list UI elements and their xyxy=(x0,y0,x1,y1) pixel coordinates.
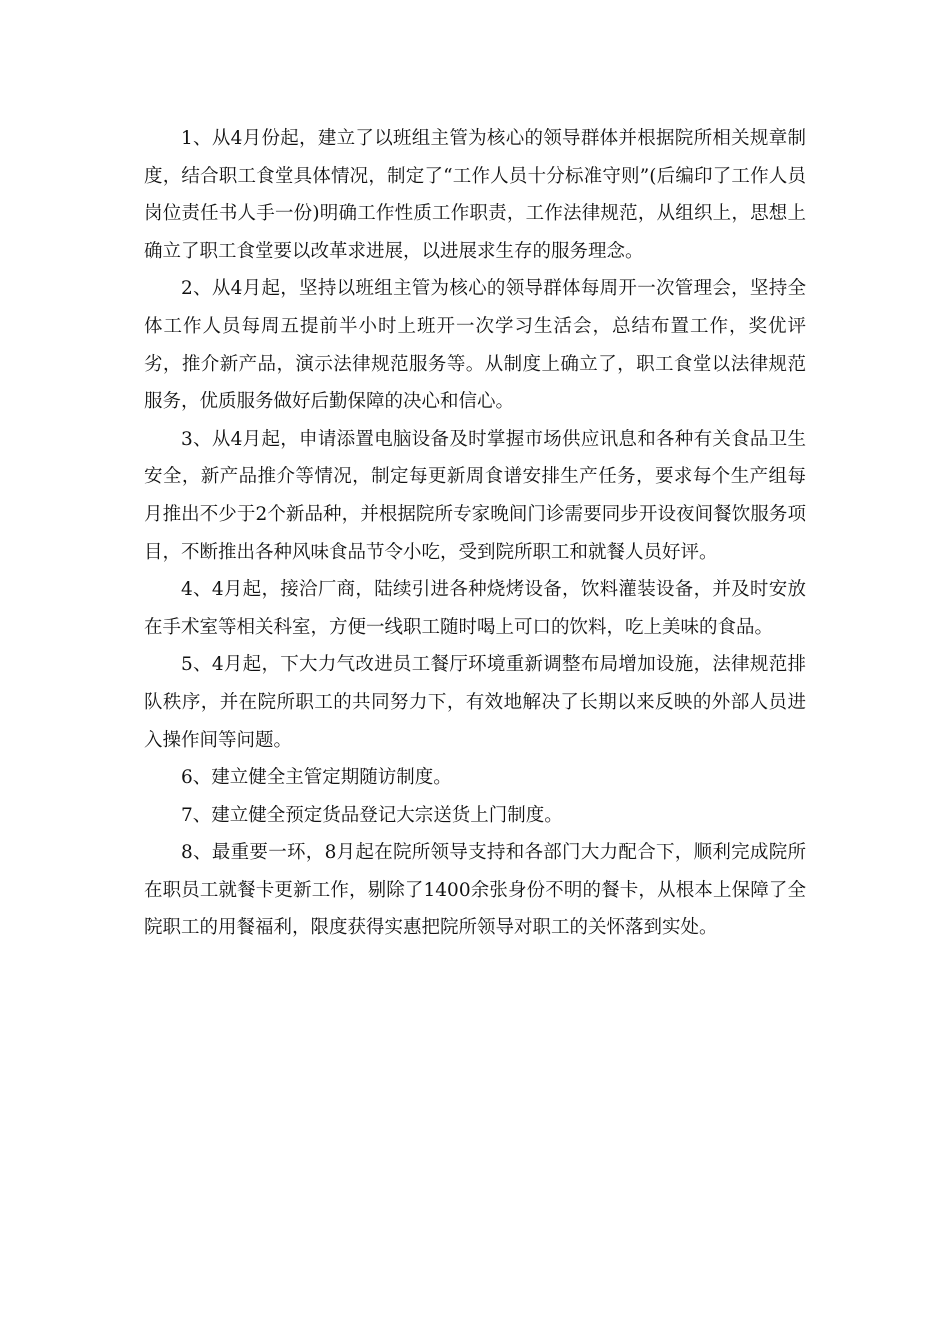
paragraph-8: 8、最重要一环，8月起在院所领导支持和各部门大力配合下，顺利完成院所在职员工就餐卡更新工作，剔除了1400余张身份不明的餐卡，从根本上保障了全院职工的用餐福利，限度获得实惠把院所领导对职工的关怀落到实处。 xyxy=(144,842,806,939)
paragraph-3: 3、从4月起，申请添置电脑设备及时掌握市场供应讯息和各种有关食品卫生安全，新产品推介等情况，制定每更新周食谱安排生产任务，要求每个生产组每月推出不少于2个新品种，并根据院所专家晚间门诊需要同步开设夜间餐饮服务项目，不断推出各种风味食品节令小吃，受到院所职工和就餐人员好评。 xyxy=(144,428,806,563)
paragraph-5: 5、4月起，下大力气改进员工餐厅环境重新调整布局增加设施，法律规范排队秩序，并在院所职工的共同努力下，有效地解决了长期以来反映的外部人员进入操作间等问题。 xyxy=(144,654,806,751)
paragraph-2: 2、从4月起，坚持以班组主管为核心的领导群体每周开一次管理会，坚持全体工作人员每周五提前半小时上班开一次学习生活会，总结布置工作，奖优评劣，推介新产品，演示法律规范服务等。从制度上确立了，职工食堂以法律规范服务，优质服务做好后勤保障的决心和信心。 xyxy=(144,278,806,413)
document-body xyxy=(144,120,806,947)
paragraph-7: 7、建立健全预定货品登记大宗送货上门制度。 xyxy=(181,804,563,826)
paragraph-1: 1、从4月份起，建立了以班组主管为核心的领导群体并根据院所相关规章制度，结合职工食堂具体情况，制定了“工作人员十分标准守则”(后编印了工作人员岗位责任书人手一份)明确工作性质工作职责，工作法律规范，从组织上，思想上确立了职工食堂要以改革求进展，以进展求生存的服务理念。 xyxy=(144,128,806,262)
paragraph-4: 4、4月起，接洽厂商，陆续引进各种烧烤设备，饮料灌装设备，并及时安放在手术室等相关科室，方便一线职工随时喝上可口的饮料，吃上美味的食品。 xyxy=(144,579,806,638)
paragraph-6: 6、建立健全主管定期随访制度。 xyxy=(181,767,452,789)
